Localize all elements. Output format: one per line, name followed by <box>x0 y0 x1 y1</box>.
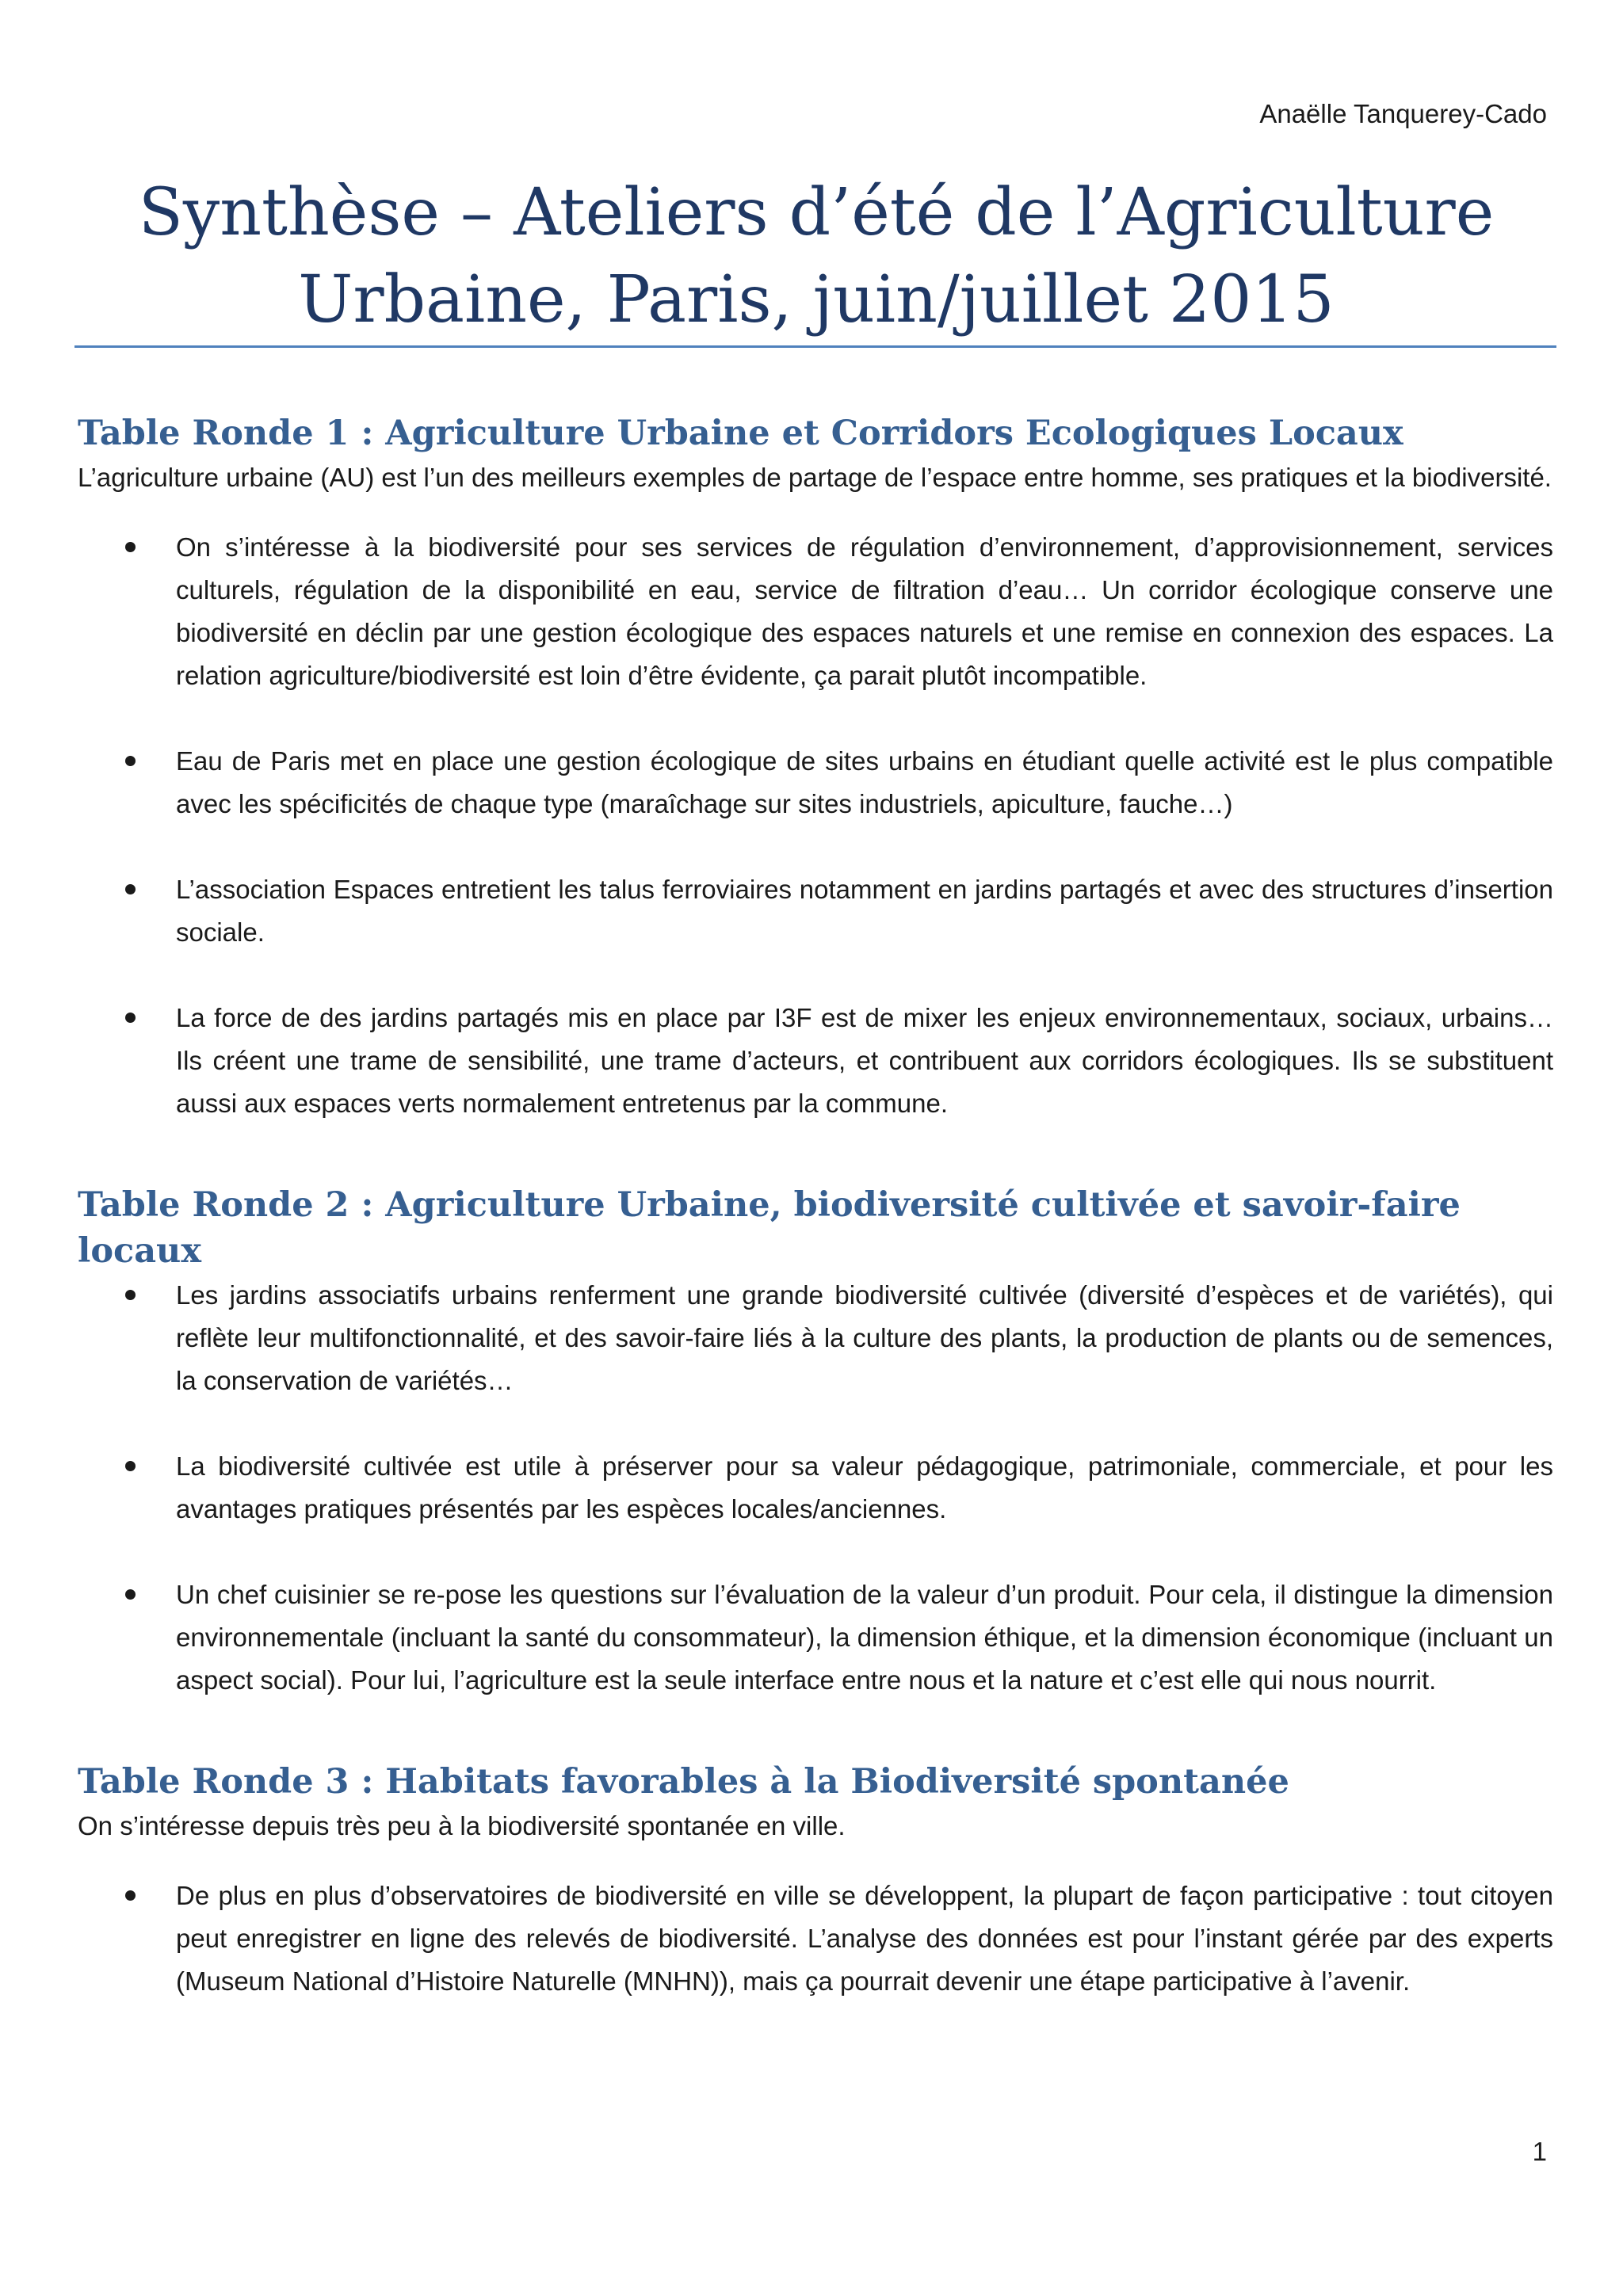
bullet-text: Les jardins associatifs urbains renferment une grande biodiversité cultivée (diversité d’espèces et de variétés), qui reflète leur multifonctionnalité, et des savoir-faire liés à la culture des plants, la production de plants ou de semences, la conservation de variétés… <box>176 1280 1553 1395</box>
bullet-icon <box>125 542 136 552</box>
bullet-text: Eau de Paris met en place une gestion écologique de sites urbains en étudiant quelle activité est le plus compatible avec les spécificités de chaque type (maraîchage sur sites industriels, apiculture, fauche…) <box>176 746 1553 818</box>
title-underline <box>74 345 1556 348</box>
section-table-ronde-3 <box>78 1759 1553 2003</box>
page-number: 1 <box>1532 2137 1547 2166</box>
bullet-icon <box>125 1013 136 1023</box>
bullet-text: La biodiversité cultivée est utile à préserver pour sa valeur pédagogique, patrimoniale, commerciale, et pour les avantages pratiques présentés par les espèces locales/anciennes. <box>176 1451 1553 1524</box>
bullet-list <box>78 526 1553 1125</box>
section-intro: On s’intéresse depuis très peu à la biodiversité spontanée en ville. <box>78 1811 846 1840</box>
bullet-text: L’association Espaces entretient les talus ferroviaires notamment en jardins partagés et avec des structures d’insertion sociale. <box>176 875 1553 947</box>
bullet-icon <box>125 1461 136 1471</box>
document-body <box>78 410 1553 2003</box>
bullet-icon <box>125 1589 136 1600</box>
bullet-item <box>78 997 1553 1125</box>
bullet-icon <box>125 884 136 894</box>
bullet-text: De plus en plus d’observatoires de biodiversité en ville se développent, la plupart de façon participative : tout citoyen peut enregistrer en ligne des relevés de biodiversité. L’analyse des données est pour l’instant gérée par des experts (Museum National d’Histoire Naturelle (MNHN)), mais ça pourrait devenir une étape participative à l’avenir. <box>176 1881 1553 1996</box>
document-title: Synthèse – Ateliers d’été de l’Agriculture Urbaine, Paris, juin/juillet 2015 <box>138 175 1495 338</box>
bullet-text: La force de des jardins partagés mis en place par I3F est de mixer les enjeux environnementaux, sociaux, urbains… Ils créent une trame de sensibilité, une trame d’acteurs, et contribuent aux corridors écologiques. Ils se substituent aussi aux espaces verts normalement entretenus par la commune. <box>176 1003 1553 1118</box>
bullet-icon <box>125 1890 136 1901</box>
section-heading: Table Ronde 2 : Agriculture Urbaine, biodiversité cultivée et savoir-faire locaux <box>78 1185 1461 1271</box>
section-heading: Table Ronde 1 : Agriculture Urbaine et Corridors Ecologiques Locaux <box>78 414 1403 453</box>
bullet-icon <box>125 756 136 766</box>
bullet-item <box>78 868 1553 954</box>
section-heading: Table Ronde 3 : Habitats favorables à la Biodiversité spontanée <box>78 1762 1289 1802</box>
bullet-item <box>78 740 1553 826</box>
bullet-item <box>78 1573 1553 1702</box>
section-table-ronde-2 <box>78 1182 1553 1702</box>
section-table-ronde-1 <box>78 410 1553 1125</box>
section-intro: L’agriculture urbaine (AU) est l’un des meilleurs exemples de partage de l’espace entre homme, ses pratiques et la biodiversité. <box>78 463 1552 492</box>
bullet-item <box>78 1875 1553 2003</box>
bullet-text: Un chef cuisinier se re-pose les questions sur l’évaluation de la valeur d’un produit. Pour cela, il distingue la dimension environnementale (incluant la santé du consommateur), la dimension éthique, et la dimension économique (incluant un aspect social). Pour lui, l’agriculture est la seule interface entre nous et la nature et c’est elle qui nous nourrit. <box>176 1580 1553 1695</box>
bullet-item <box>78 1274 1553 1402</box>
bullet-icon <box>125 1290 136 1300</box>
bullet-list <box>78 1274 1553 1702</box>
bullet-item <box>78 526 1553 697</box>
author-name: Anaëlle Tanquerey-Cado <box>1259 99 1547 128</box>
bullet-list <box>78 1875 1553 2003</box>
bullet-item <box>78 1445 1553 1531</box>
bullet-text: On s’intéresse à la biodiversité pour ses services de régulation d’environnement, d’approvisionnement, services culturels, régulation de la disponibilité en eau, service de filtration d’eau… Un corridor écologique conserve une biodiversité en déclin par une gestion écologique des espaces naturels et une remise en connexion des espaces. La relation agriculture/biodiversité est loin d’être évidente, ça parait plutôt incompatible. <box>176 532 1553 690</box>
